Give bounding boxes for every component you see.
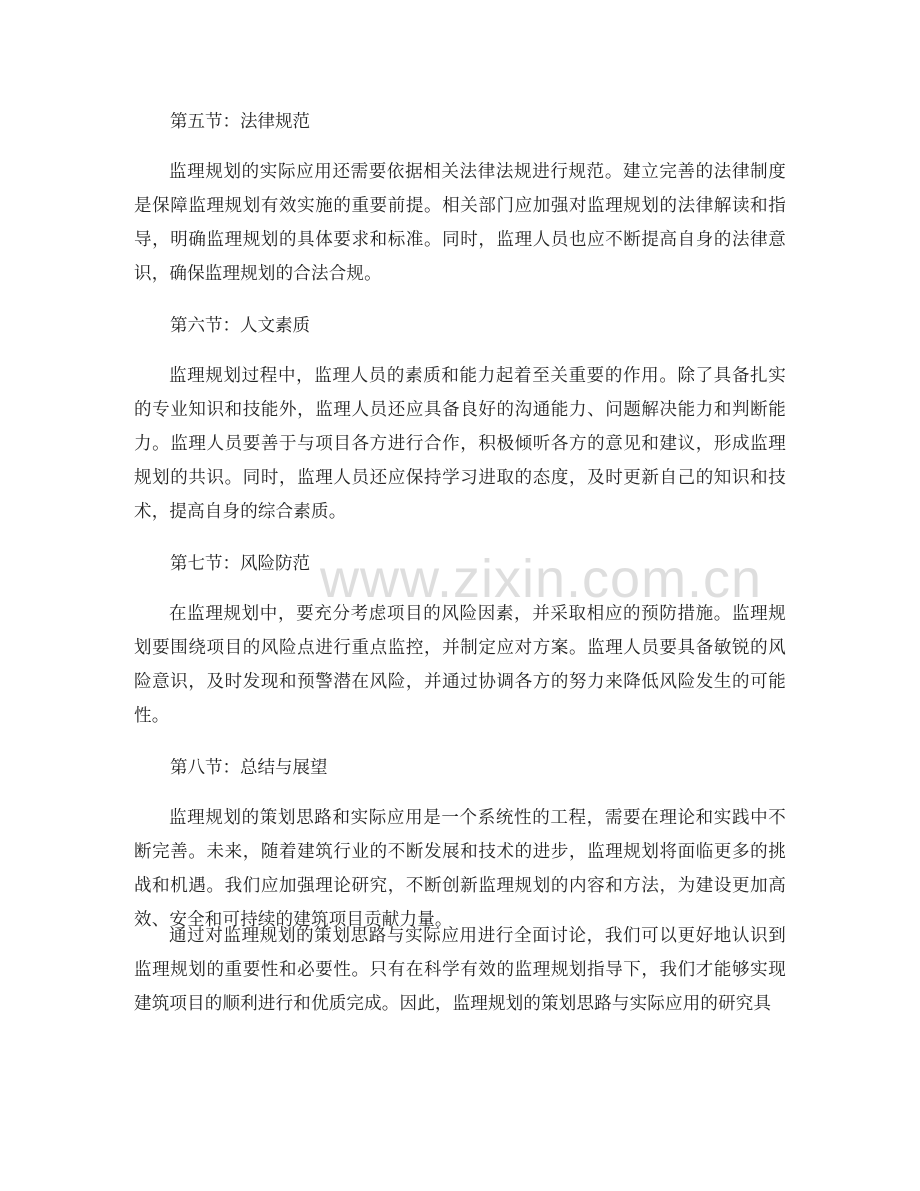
section-8-heading: 第八节：总结与展望 (170, 758, 328, 778)
section-7-body: 在监理规划中，要充分考虑项目的风险因素，并采取相应的预防措施。监理规划要围绕项目的风险点进行重点监控，并制定应对方案。监理人员要具备敏锐的风险意识，及时发现和预警潜在风险，并通过协调各方的努力来降低风险发生的可能性。 (134, 604, 786, 726)
section-5-heading: 第五节：法律规范 (170, 112, 310, 132)
site-watermark: www.zixin.com.cn (320, 549, 763, 609)
section-6-heading: 第六节：人文素质 (170, 316, 310, 336)
section-7-heading: 第七节：风险防范 (170, 554, 310, 574)
section-8-body: 监理规划的策划思路和实际应用是一个系统性的工程，需要在理论和实践中不断完善。未来，随着建筑行业的不断发展和技术的进步，监理规划将面临更多的挑战和机遇。我们应加强理论研究，不断创新监理规划的内容和方法，为建设更加高效、安全和可持续的建筑项目贡献力量。 (134, 808, 786, 930)
section-6-body: 监理规划过程中，监理人员的素质和能力起着至关重要的作用。除了具备扎实的专业知识和技能外，监理人员还应具备良好的沟通能力、问题解决能力和判断能力。监理人员要善于与项目各方进行合作，积极倾听各方的意见和建议，形成监理规划的共识。同时，监理人员还应保持学习进取的态度，及时更新自己的知识和技术，提高自身的综合素质。 (134, 366, 786, 522)
section-5-body: 监理规划的实际应用还需要依据相关法律法规进行规范。建立完善的法律制度是保障监理规划有效实施的重要前提。相关部门应加强对监理规划的法律解读和指导，明确监理规划的具体要求和标准。同时，监理人员也应不断提高自身的法律意识，确保监理规划的合法合规。 (134, 162, 786, 284)
closing-paragraph: 通过对监理规划的策划思路与实际应用进行全面讨论，我们可以更好地认识到监理规划的重要性和必要性。只有在科学有效的监理规划指导下，我们才能够实现建筑项目的顺利进行和优质完成。因此，监理规划的策划思路与实际应用的研究具 (134, 926, 786, 1014)
